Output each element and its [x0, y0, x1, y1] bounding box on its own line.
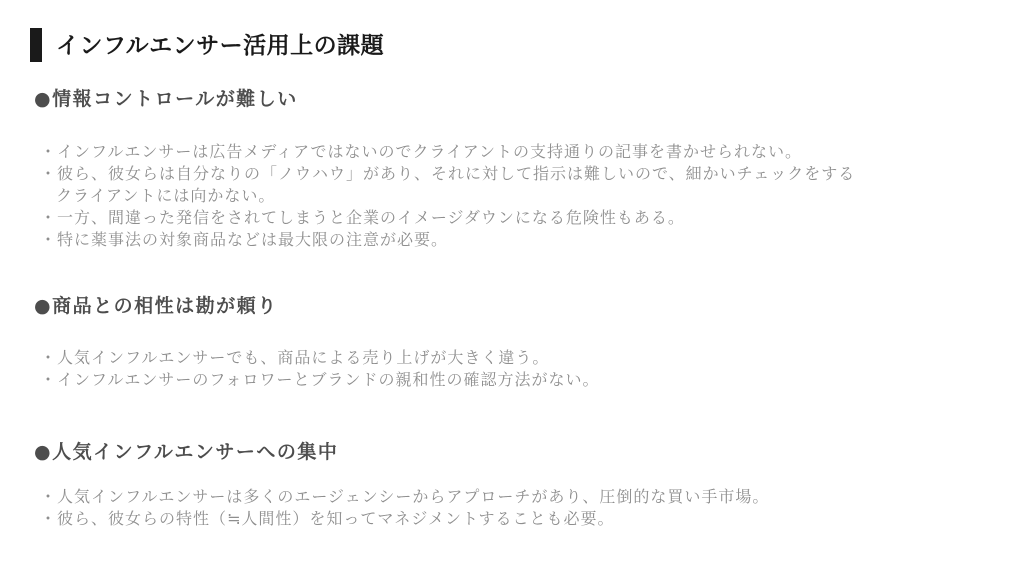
section-heading: ●商品との相性は勘が頼り [34, 295, 278, 317]
bullet-line: ・彼ら、彼女らの特性（≒人間性）を知ってマネジメントすることも必要。 [40, 509, 615, 528]
bullet-line: ・特に薬事法の対象商品などは最大限の注意が必要。 [40, 230, 449, 249]
bullet-line: ・人気インフルエンサーでも、商品による売り上げが大きく違う。 [40, 348, 550, 367]
bullet-line: ・人気インフルエンサーは多くのエージェンシーからアプローチがあり、圧倒的な買い手市場。 [40, 487, 770, 506]
bullet-list [40, 347, 994, 391]
section-heading: ●人気インフルエンサーへの集中 [34, 441, 339, 463]
section-product-fit [34, 293, 994, 391]
bullet-line-continuation: クライアントには向かない。 [56, 186, 276, 205]
bullet-list [40, 486, 994, 530]
section-popularity-concentration [34, 439, 994, 530]
section-heading: ●情報コントロールが難しい [34, 88, 298, 110]
bullet-line: ・一方、間違った発信をされてしまうと企業のイメージダウンになる危険性もある。 [40, 208, 685, 227]
page-title: インフルエンサー活用上の課題 [56, 32, 385, 59]
title-row [30, 28, 994, 62]
title-accent-bar [30, 28, 42, 62]
bullet-line: ・彼ら、彼女らは自分なりの「ノウハウ」があり、それに対して指示は難しいので、細かいチェックをする [40, 164, 856, 183]
bullet-line: ・インフルエンサーのフォロワーとブランドの親和性の確認方法がない。 [40, 370, 600, 389]
bullet-list [40, 141, 994, 251]
section-info-control [34, 86, 994, 251]
bullet-line: ・インフルエンサーは広告メディアではないのでクライアントの支持通りの記事を書かせられない。 [40, 142, 802, 161]
